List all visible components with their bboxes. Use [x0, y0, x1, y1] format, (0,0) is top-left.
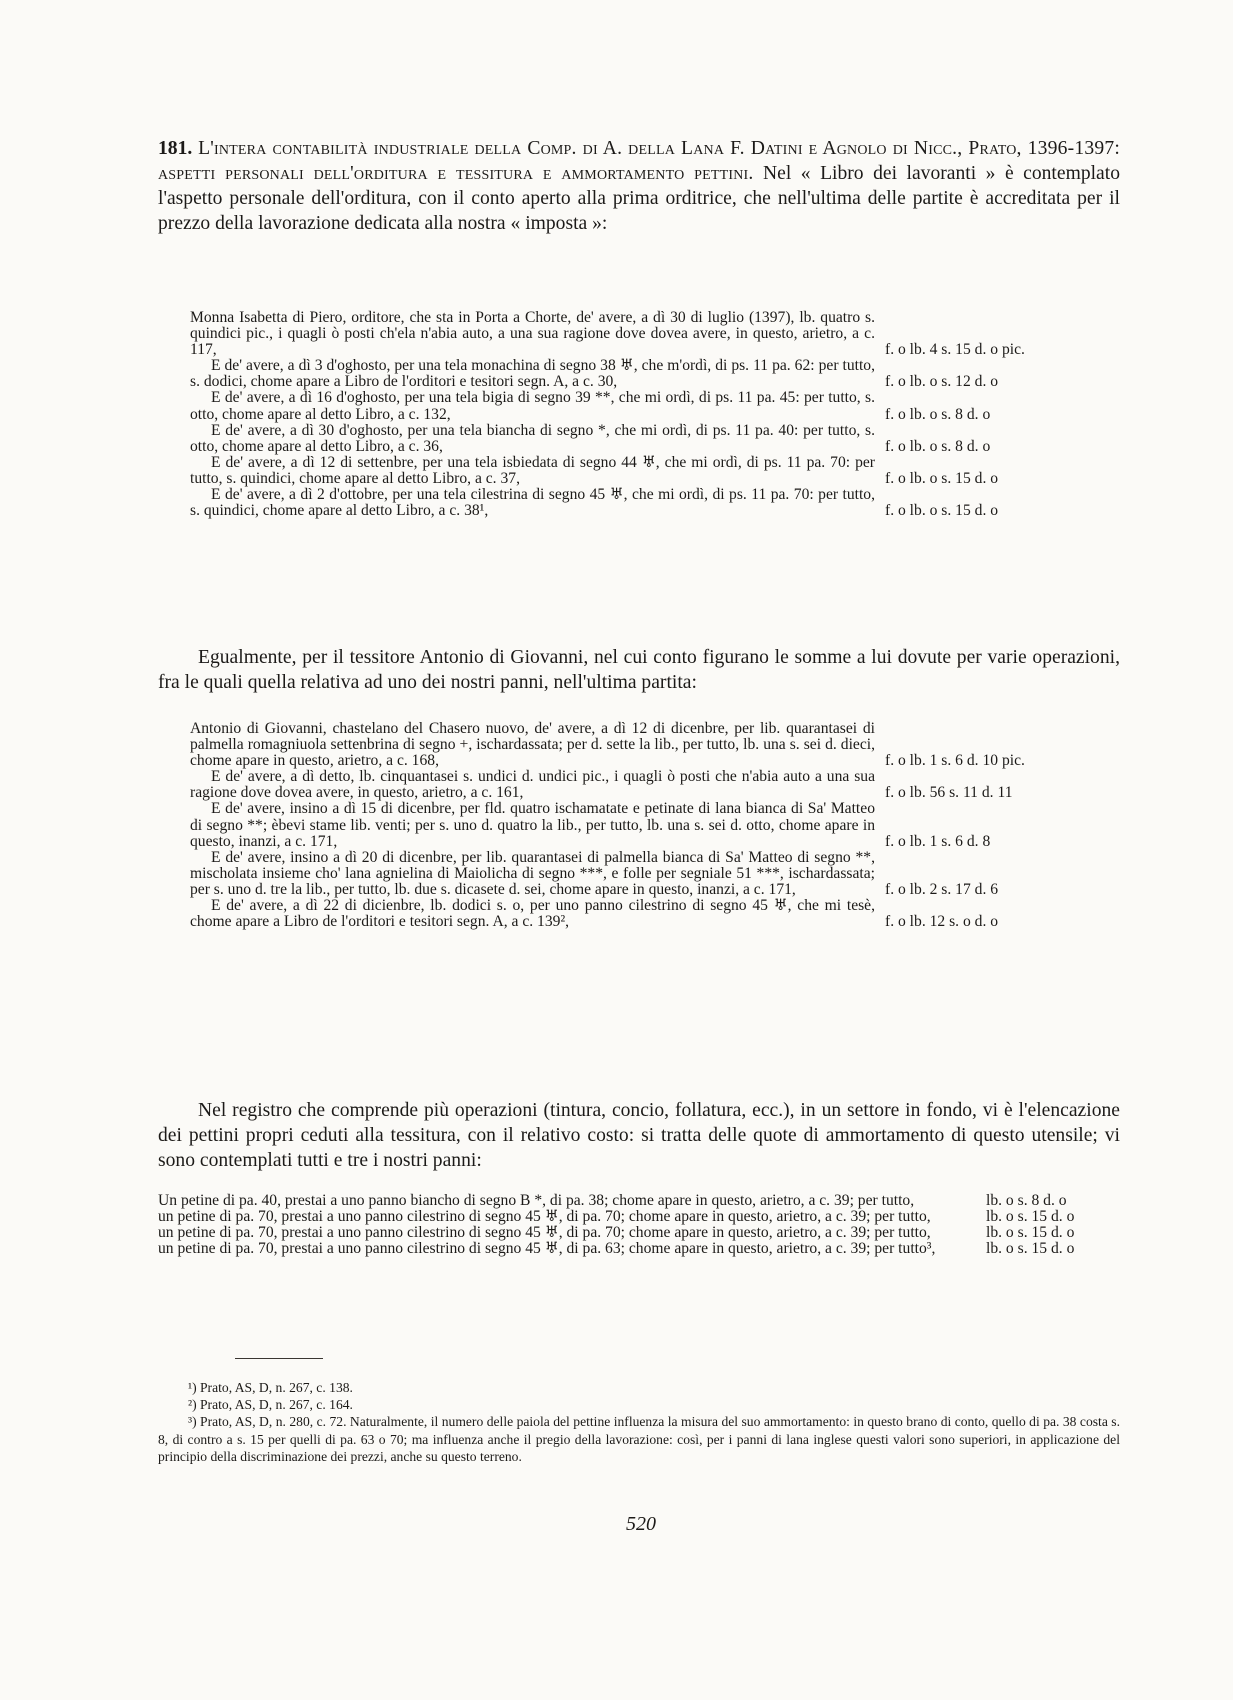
- entry-amount: f. o lb. o s. 15 d. o: [885, 469, 999, 487]
- ledger-entry: [158, 1193, 1123, 1209]
- entry-amount: f. o lb. o s. 15 d. o: [885, 502, 999, 520]
- entry-amount: f. o lb. 2 s. 17 d. 6: [885, 880, 999, 898]
- ledger-block-orditrice: [190, 310, 1125, 519]
- entry-text: Antonio di Giovanni, chastelano del Chasero nuovo, de' avere, a dì 12 di dicenbre, per lib. quarantasei di palmella romagniuola settenbrina di segno +, ischardassata; per d. sette la lib., per tutto, lb. una s. sei d. dieci, chome apare in questo, arietro, a c. 168,: [190, 720, 875, 770]
- entry-amount: lb. o s. 15 d. o: [986, 1240, 1075, 1258]
- section-heading: [158, 136, 1120, 236]
- section-number: 181.: [158, 138, 193, 159]
- footnotes: [158, 1379, 1120, 1465]
- entry-text: un petine di pa. 70, prestai a uno panno cilestrino di segno 45 ♅, di pa. 70; chome apare in questo, arietro, a c. 39; per tutto,: [158, 1224, 931, 1242]
- ledger-block-pettini: [158, 1193, 1123, 1257]
- entry-text: E de' avere, a dì 22 di dicienbre, lb. dodici s. o, per uno panno cilestrino di segno 45 ♅, che mi tesè, chome apare a Libro de l'orditori e tesitori segn. A, a c. 139²,: [190, 897, 875, 931]
- entry-amount: f. o lb. 12 s. o d. o: [885, 913, 999, 931]
- ledger-entry: [190, 721, 1125, 769]
- entry-text: E de' avere, a dì detto, lb. cinquantasei s. undici d. undici pic., i quagli ò posti che n'abia auto a una sua ragione dove dovea avere, in questo, arietro, a c. 161,: [190, 768, 875, 802]
- ledger-entry: [190, 358, 1125, 390]
- footnote: ³) Prato, AS, D, n. 280, c. 72. Naturalmente, il numero delle paiola del pettine influenza la misura del suo ammortamento: in questo brano di conto, quello di pa. 38 costa s. 8, di contro a s. 15 per quelli di pa. 63 o 70; ma influenza anche il pregio della lavorazione: così, per i panni di lana inglese questi valori sono superiori, in applicazione del principio della discriminazione dei prezzi, anche su questo terreno.: [158, 1414, 1120, 1464]
- entry-amount: f. o lb. 56 s. 11 d. 11: [885, 784, 1013, 802]
- ledger-entry: [190, 898, 1125, 930]
- ledger-entry: [190, 487, 1125, 519]
- entry-text: E de' avere, a dì 30 d'oghosto, per una tela biancha di segno *, che mi ordì, di ps. 11 pa. 40: per tutto, s. otto, chome apare al detto Libro, a c. 36,: [190, 421, 875, 455]
- entry-text: E de' avere, a dì 2 d'ottobre, per una tela cilestrina di segno 45 ♅, che mi ordì, di ps. 11 pa. 70: per tutto, s. quindici, chome apare al detto Libro, a c. 38¹,: [190, 486, 875, 520]
- entry-amount: lb. o s. 15 d. o: [986, 1208, 1075, 1226]
- entry-amount: f. o lb. 1 s. 6 d. 10 pic.: [885, 752, 1025, 770]
- entry-amount: f. o lb. o s. 8 d. o: [885, 437, 991, 455]
- ledger-entry: [190, 801, 1125, 849]
- entry-amount: f. o lb. o s. 8 d. o: [885, 405, 991, 423]
- ledger-entry: [190, 455, 1125, 487]
- entry-amount: f. o lb. 4 s. 15 d. o pic.: [885, 341, 1025, 359]
- ledger-entry: [190, 850, 1125, 898]
- paragraph-registro: Nel registro che comprende più operazioni (tintura, concio, follatura, ecc.), in un settore in fondo, vi è l'elencazione dei pettini propri ceduti alla tessitura, con il relativo costo: si tratta delle quote di ammortamento di questo utensile; vi sono contemplati tutti e tre i nostri panni:: [158, 1100, 1120, 1171]
- page-number: 520: [626, 1513, 656, 1535]
- ledger-entry: [190, 390, 1125, 422]
- ledger-block-tessitore: [190, 721, 1125, 930]
- entry-amount: lb. o s. 8 d. o: [986, 1192, 1067, 1209]
- ledger-entry: [190, 310, 1125, 358]
- ledger-entry: [190, 769, 1125, 801]
- entry-text: E de' avere, a dì 12 di settenbre, per una tela isbiedata di segno 44 ♅, che mi ordì, di ps. 11 pa. 70: per tutto, s. quindici, chome apare al detto Libro, a c. 37,: [190, 453, 875, 487]
- footnote-divider: [235, 1358, 323, 1359]
- section-title: L'intera contabilità industriale della Comp. di A. della Lana F. Datini e Agnolo di Nicc., Prato, 1396-1397: aspetti personali dell'orditura e tessitura e ammortamento pettini.: [158, 138, 1120, 184]
- ledger-entry: [190, 423, 1125, 455]
- ledger-entry: [158, 1225, 1123, 1241]
- ledger-entry: [158, 1241, 1123, 1257]
- entry-text: E de' avere, insino a dì 20 di dicenbre, per lib. quarantasei di palmella bianca di Sa' Matteo di segno **, mischolata insieme cho' lana agnielina di Maiolicha di segno ***, e folle per segniale 51 ***, ischardassata; per s. uno d. tre la lib., per tutto, lb. due s. dicasete d. sei, chome apare in questo, inanzi, a c. 171,: [190, 848, 875, 898]
- entry-text: un petine di pa. 70, prestai a uno panno cilestrino di segno 45 ♅, di pa. 70; chome apare in questo, arietro, a c. 39; per tutto,: [158, 1208, 931, 1226]
- entry-text: Monna Isabetta di Piero, orditore, che sta in Porta a Chorte, de' avere, a dì 30 di luglio (1397), lb. quatro s. quindici pic., i quagli ò posti ch'ela n'abia auto, a una sua ragione dove dovea avere, in questo, arietro, a c. 117,: [190, 309, 875, 359]
- section-intro: Nel « Libro dei lavoranti » è contemplato l'aspetto personale dell'orditura, con il conto aperto alla prima orditrice, che nell'ultima delle partite è accreditata per il prezzo della lavorazione dedicata alla nostra « imposta »:: [158, 163, 1120, 234]
- entry-text: E de' avere, a dì 3 d'oghosto, per una tela monachina di segno 38 ♅, che m'ordì, di ps. 11 pa. 62: per tutto, s. dodici, chome apare a Libro de l'orditori e tesitori segn. A, a c. 30,: [190, 357, 875, 391]
- footnote: ¹) Prato, AS, D, n. 267, c. 138.: [188, 1380, 353, 1395]
- entry-amount: f. o lb. o s. 12 d. o: [885, 373, 999, 391]
- ledger-entry: [158, 1209, 1123, 1225]
- entry-text: Un petine di pa. 40, prestai a uno panno biancho di segno B *, di pa. 38; chome apare in questo, arietro, a c. 39; per tutto,: [158, 1192, 915, 1209]
- footnote: ²) Prato, AS, D, n. 267, c. 164.: [188, 1397, 353, 1413]
- entry-text: E de' avere, a dì 16 d'oghosto, per una tela bigia di segno 39 **, che mi ordì, di ps. 11 pa. 45: per tutto, s. otto, chome apare al detto Libro, a c. 132,: [190, 389, 875, 423]
- entry-amount: f. o lb. 1 s. 6 d. 8: [885, 832, 991, 850]
- entry-text: E de' avere, insino a dì 15 di dicenbre, per fld. quatro ischamatate e petinate di lana bianca di Sa' Matteo di segno **; èbevi stame lib. venti; per s. uno d. quatro la lib., per tutto, lb. una s. sei d. otto, chome apare in questo, inanzi, a c. 171,: [190, 800, 875, 850]
- paragraph-tessitore: Egualmente, per il tessitore Antonio di Giovanni, nel cui conto figurano le somme a lui dovute per varie operazioni, fra le quali quella relativa ad uno dei nostri panni, nell'ultima partita:: [158, 647, 1120, 693]
- entry-amount: lb. o s. 15 d. o: [986, 1224, 1075, 1242]
- entry-text: un petine di pa. 70, prestai a uno panno cilestrino di segno 45 ♅, di pa. 63; chome apare in questo, arietro, a c. 39; per tutto³,: [158, 1240, 936, 1258]
